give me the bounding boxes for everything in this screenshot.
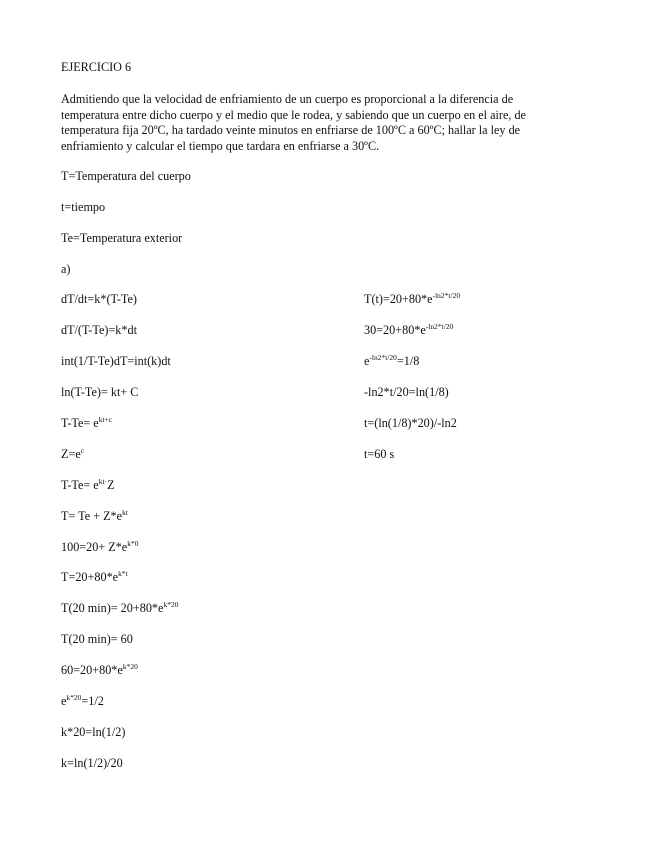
- equation-base: 100=20+ Z*e: [61, 540, 128, 554]
- equation-exponent: k*t: [118, 569, 128, 578]
- equation-step-2: dT/(T-Te)=k*dt: [61, 323, 137, 337]
- equation-step-8: [61, 509, 128, 525]
- equation-step-7: [61, 478, 115, 494]
- equation-exponent: kt·: [98, 477, 108, 486]
- exercise-title: EJERCICIO 6: [61, 60, 132, 74]
- problem-statement: [61, 92, 556, 154]
- solution-step-1: [364, 292, 460, 308]
- equation-step-10: [61, 570, 128, 586]
- equation-base: e: [61, 694, 67, 708]
- problem-line-1: Admitiendo que la velocidad de enfriamiento de un cuerpo es proporcional a la diferencia de: [61, 92, 514, 106]
- equation-exponent: kt+c: [98, 415, 113, 424]
- equation-tail: =1/8: [396, 354, 420, 368]
- equation-exponent: k*20: [163, 600, 179, 609]
- equation-step-9: [61, 540, 138, 556]
- equation-step-3: int(1/T-Te)dT=int(k)dt: [61, 354, 171, 368]
- equation-step-15: k*20=ln(1/2): [61, 725, 126, 739]
- equation-base: e: [364, 354, 370, 368]
- problem-line-2: temperatura entre dicho cuerpo y el medio que le rodea, y sabiendo que un cuerpo en el aire, de: [61, 107, 526, 122]
- equation-base: 60=20+80*e: [61, 663, 123, 677]
- equation-exponent: k*0: [127, 539, 139, 548]
- equation-exponent: k*20: [122, 662, 138, 671]
- definition-temperature: T=Temperatura del cuerpo: [61, 169, 191, 183]
- equation-step-13: [61, 663, 138, 679]
- equation-step-14: [61, 694, 104, 710]
- equation-exponent: c: [80, 446, 85, 455]
- solution-step-5: t=(ln(1/8)*20)/-ln2: [364, 416, 457, 430]
- equation-base: T= Te + Z*e: [61, 509, 123, 523]
- equation-exponent: -ln2*t/20: [425, 322, 454, 331]
- equation-step-1: dT/dt=k*(T-Te): [61, 292, 137, 306]
- solution-step-3: [364, 354, 419, 370]
- equation-step-16: k=ln(1/2)/20: [61, 756, 123, 770]
- solution-result: t=60 s: [364, 447, 395, 461]
- equation-step-11: [61, 601, 178, 617]
- equation-step-4: ln(T-Te)= kt+ C: [61, 385, 139, 399]
- equation-base: T(t)=20+80*e: [364, 292, 433, 306]
- definition-time: t=tiempo: [61, 200, 106, 214]
- solution-step-4: -ln2*t/20=ln(1/8): [364, 385, 449, 399]
- problem-line-3: temperatura fija 20ºC, ha tardado veinte minutos en enfriarse de 100ºC a 60ºC; hallar la ley de: [61, 123, 521, 137]
- section-label: a): [61, 262, 71, 276]
- equation-base: T-Te= e: [61, 478, 99, 492]
- equation-tail: =1/2: [81, 694, 104, 708]
- equation-exponent: kt: [122, 508, 128, 517]
- equation-tail: Z: [107, 478, 115, 492]
- equation-step-6: [61, 447, 84, 463]
- equation-base: T(20 min)= 20+80*e: [61, 601, 164, 615]
- equation-exponent: -ln2*t/20: [369, 353, 397, 362]
- problem-line-4: enfriamiento y calcular el tiempo que tardara en enfriarse a 30ºC.: [61, 138, 380, 153]
- equation-exponent: -ln2*t/20: [432, 291, 461, 300]
- equation-base: T-Te= e: [61, 416, 99, 430]
- equation-step-12: T(20 min)= 60: [61, 632, 133, 646]
- definition-exterior-temperature: Te=Temperatura exterior: [61, 231, 183, 245]
- equation-base: T=20+80*e: [61, 570, 119, 584]
- solution-step-2: [364, 323, 453, 339]
- equation-base: Z=e: [61, 447, 81, 461]
- equation-step-5: [61, 416, 112, 432]
- equation-exponent: k*20: [66, 693, 82, 702]
- equation-base: 30=20+80*e: [364, 323, 426, 337]
